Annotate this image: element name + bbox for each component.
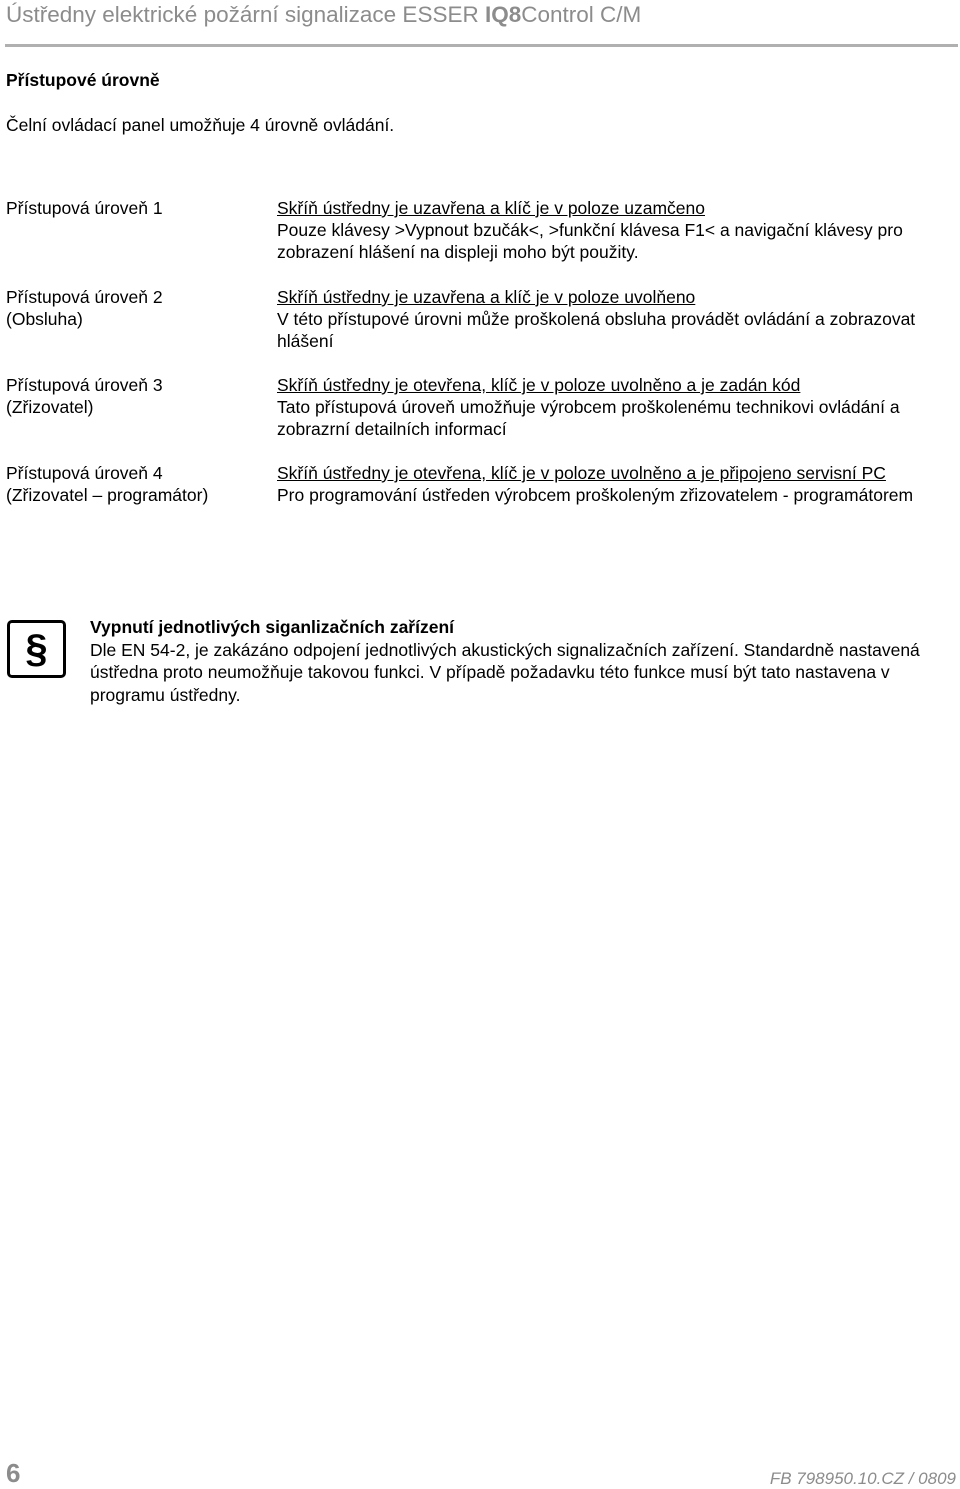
level-description: Pro programování ústředen výrobcem proškoleným zřizovatelem - programátorem — [277, 485, 914, 505]
level-condition: Skříň ústředny je otevřena, klíč je v poloze uvolněno a je připojeno servisní PC — [277, 463, 886, 483]
level-name: Přístupová úroveň 2 — [6, 287, 163, 307]
level-1-label — [6, 197, 163, 219]
level-role: (Zřizovatel) — [6, 397, 94, 417]
level-4-details — [277, 462, 960, 506]
level-role: (Obsluha) — [6, 309, 83, 329]
section-title: Přístupové úrovně — [6, 70, 160, 90]
note-block — [90, 616, 958, 706]
section-sign-icon: § — [7, 620, 66, 678]
note-title: Vypnutí jednotlivých siganlizačních zařízení — [90, 617, 455, 637]
header-title-prefix: Ústředny elektrické požární signalizace ESSER — [6, 2, 485, 27]
level-description: Pouze klávesy >Vypnout bzučák<, >funkční klávesa F1< a navigační klávesy pro zobrazení hlášení na displeji moho být použity. — [277, 220, 903, 262]
intro-text: Čelní ovládací panel umožňuje 4 úrovně ovládání. — [6, 115, 395, 135]
page-number: 6 — [6, 1458, 21, 1488]
document-header — [6, 2, 641, 28]
level-3-details — [277, 374, 960, 440]
level-description: V této přístupové úrovni může proškolená obsluha provádět ovládání a zobrazovat hlášení — [277, 309, 916, 351]
level-name: Přístupová úroveň 4 — [6, 463, 163, 483]
note-text: Dle EN 54-2, je zakázáno odpojení jednotlivých akustických signalizačních zařízení. Standardně nastavená ústředna proto neumožňuje takovou funkci. V případě požadavku této funkce musí být tato nastavena v programu ústředny. — [90, 639, 920, 705]
level-condition: Skříň ústředny je uzavřena a klíč je v poloze uvolňeno — [277, 287, 696, 307]
level-2-label — [6, 286, 163, 330]
header-rule — [5, 44, 958, 47]
header-title-bold: IQ8 — [484, 2, 522, 27]
level-name: Přístupová úroveň 3 — [6, 375, 163, 395]
level-role: (Zřizovatel – programátor) — [6, 485, 209, 505]
document-id: FB 798950.10.CZ / 0809 — [769, 1469, 956, 1488]
header-title-suffix: Control C/M — [521, 2, 642, 27]
level-condition: Skříň ústředny je uzavřena a klíč je v poloze uzamčeno — [277, 198, 705, 218]
level-name: Přístupová úroveň 1 — [6, 198, 163, 218]
level-3-label — [6, 374, 163, 418]
level-condition: Skříň ústředny je otevřena, klíč je v poloze uvolněno a je zadán kód — [277, 375, 801, 395]
level-description: Tato přístupová úroveň umožňuje výrobcem proškolenému technikovi ovládání a zobrazrní detailních informací — [277, 397, 900, 439]
level-1-details — [277, 197, 960, 263]
level-4-label — [6, 462, 208, 506]
level-2-details — [277, 286, 960, 352]
